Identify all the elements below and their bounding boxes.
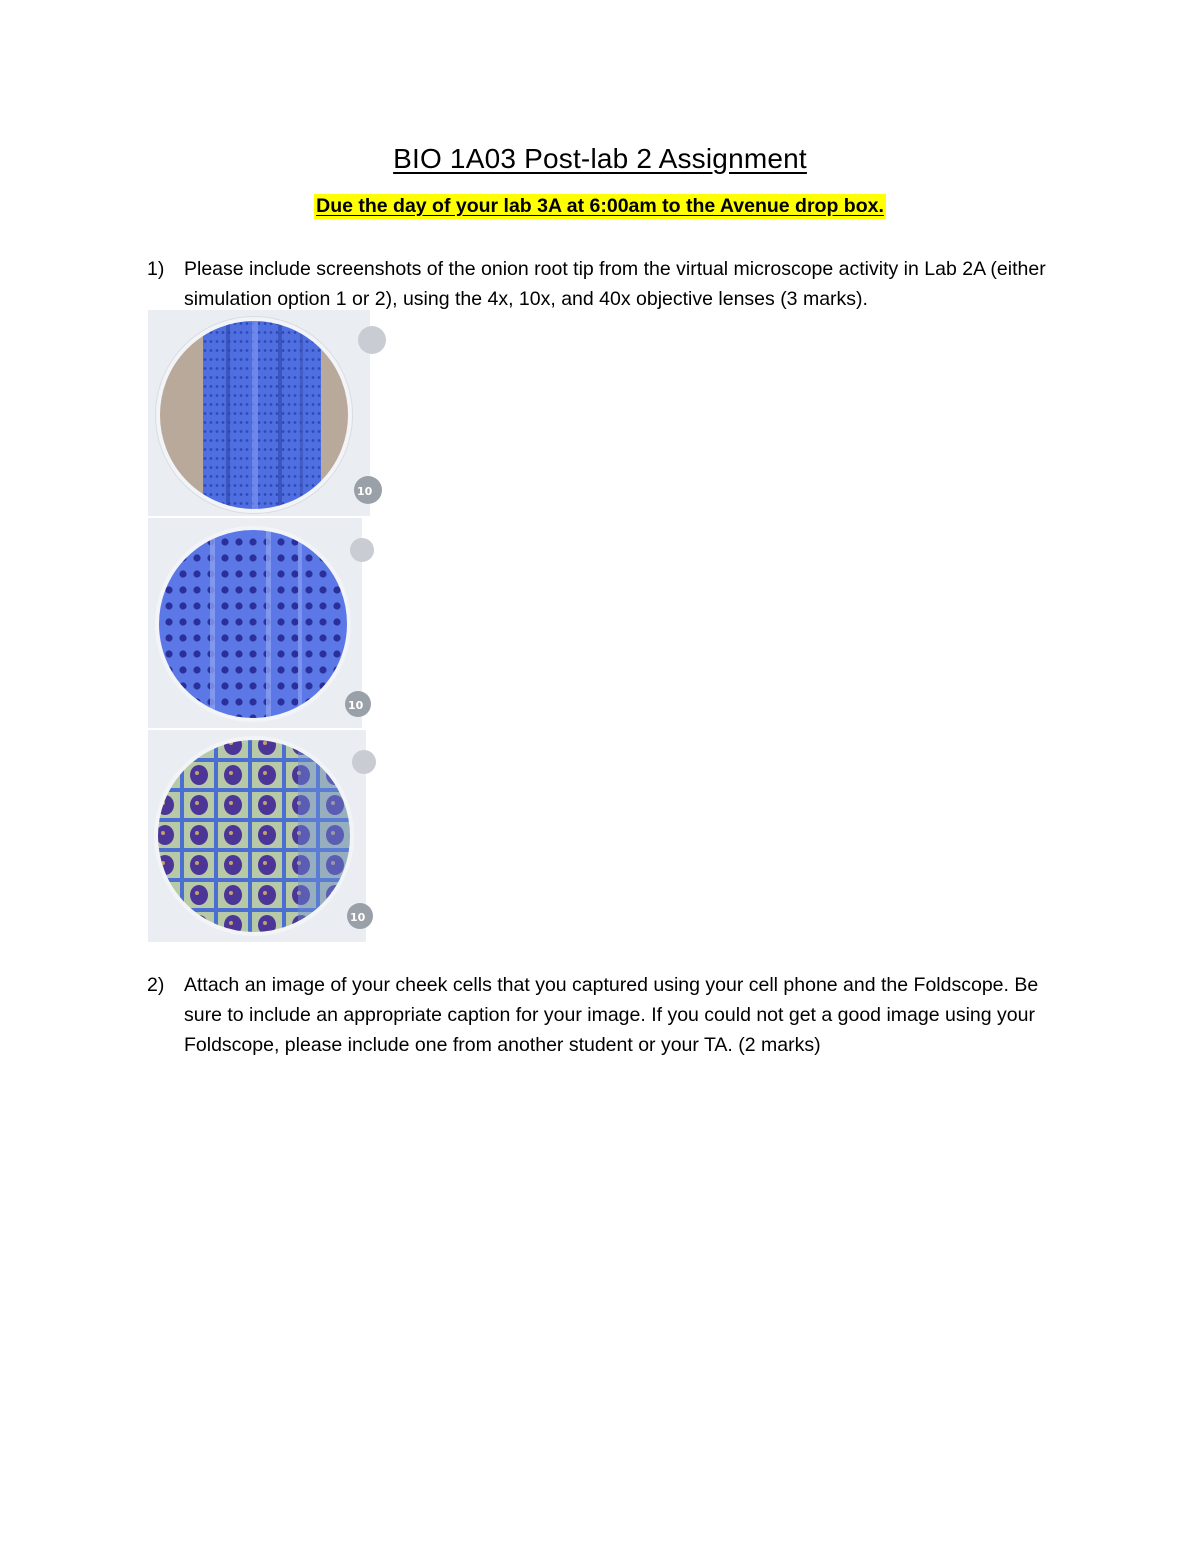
due-notice-wrap (0, 194, 1200, 219)
objective-button-label: 10 (350, 911, 366, 924)
page-title: BIO 1A03 Post-lab 2 Assignment (393, 143, 807, 174)
objective-button-label: 10 (357, 485, 373, 498)
microscope-screenshot-40x (148, 730, 366, 942)
question-text: Please include screenshots of the onion root tip from the virtual microscope activity in Lab 2A (either simulation option 1 or 2), using the 4x, 10x, and 40x objective lenses (3 marks). (184, 258, 1046, 310)
objective-button-label: 10 (348, 699, 364, 712)
microscope-screenshot-10x (148, 518, 362, 728)
question-text: Attach an image of your cheek cells that you captured using your cell phone and the Foldscope. Be sure to include an appropriate caption for your image. If you could not get a good image using your Foldscope, please include one from another student or your TA. (2 marks) (184, 974, 1039, 1056)
question-2 (147, 970, 1057, 1060)
microscope-screenshot-4x (148, 310, 373, 516)
question-number: 2) (147, 974, 165, 996)
objective-button-icon (358, 326, 386, 354)
question-1 (147, 254, 1057, 314)
question-number: 1) (147, 258, 165, 280)
due-notice: Due the day of your lab 3A at 6:00am to the Avenue drop box. (316, 195, 884, 217)
